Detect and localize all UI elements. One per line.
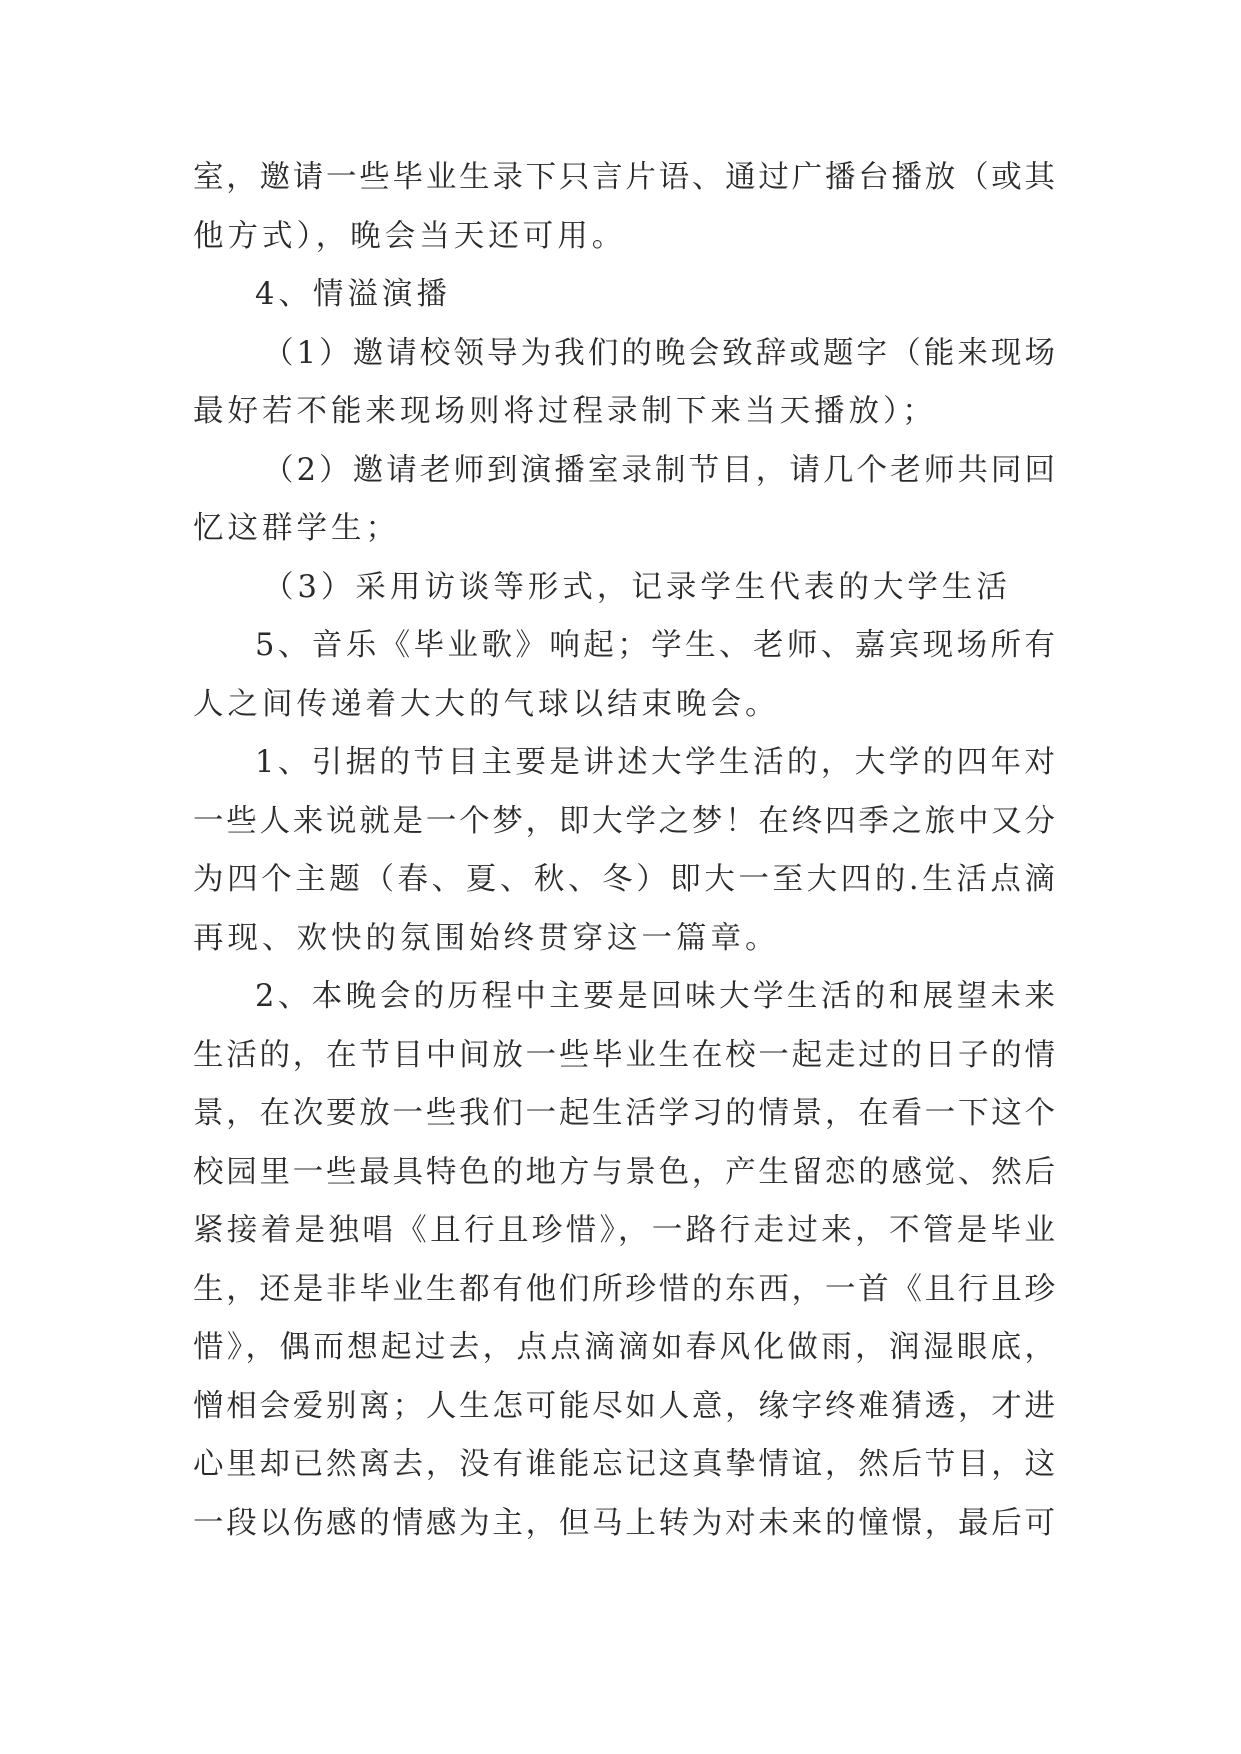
section-heading — [193, 275, 1055, 315]
text-line: 一些人来说就是一个梦，即大学之梦！在终四季之旅中又分 — [193, 803, 1055, 839]
text-line: 憎相会爱别离；人生怎可能尽如人意，缘字终难猜透，才进 — [193, 1388, 1055, 1424]
document-body — [193, 158, 1055, 1562]
text-line: （1）邀请校领导为我们的晚会致辞或题字（能来现场 — [263, 335, 1055, 371]
text-line: 惜》，偶而想起过去，点点滴滴如春风化做雨，润湿眼底， — [193, 1330, 1055, 1365]
text-line: 一段以伤感的情感为主，但马上转为对未来的憧憬，最后可 — [193, 1505, 1055, 1541]
paragraph — [193, 451, 1055, 550]
text-line: 景，在次要放一些我们一起生活学习的情景，在看一下这个 — [193, 1096, 1055, 1131]
text-line: 校园里一些最具特色的地方与景色，产生留恋的感觉、然后 — [193, 1154, 1055, 1190]
text-line: 为四个主题（春、夏、秋、冬）即大一至大四的.生活点滴 — [193, 862, 1055, 897]
paragraph — [193, 334, 1055, 433]
text-line: 紧接着是独唱《且行且珍惜》，一路行走过来，不管是毕业 — [193, 1213, 1055, 1248]
text-line: 人之间传递着大大的气球以结束晚会。 — [193, 686, 780, 722]
text-line: 室，邀请一些毕业生录下只言片语、通过广播台播放（或其 — [193, 160, 1055, 195]
text-line: 1、引据的节目主要是讲述大学生活的，大学的四年对 — [255, 745, 1055, 780]
paragraph — [193, 626, 1055, 725]
text-line: （3）采用访谈等形式，记录学生代表的大学生活 — [263, 569, 1011, 605]
paragraph — [193, 568, 1055, 608]
text-line: 忆这群学生； — [193, 511, 400, 546]
text-line: 5、音乐《毕业歌》响起；学生、老师、嘉宾现场所有 — [255, 628, 1055, 663]
text-line: 最好若不能来现场则将过程录制下来当天播放）； — [193, 394, 937, 429]
text-line: 心里却已然离去，没有谁能忘记这真挚情谊，然后节目，这 — [193, 1447, 1055, 1482]
text-line: 4、情溢演播 — [255, 277, 451, 312]
text-line: 生活的，在节目中间放一些毕业生在校一起走过的日子的情 — [193, 1037, 1055, 1073]
text-line: 2、本晚会的历程中主要是回味大学生活的和展望未来 — [255, 979, 1055, 1014]
text-line: 再现、欢快的氛围始终贯穿这一篇章。 — [193, 920, 780, 956]
text-line: 他方式），晚会当天还可用。 — [193, 218, 627, 254]
paragraph — [193, 158, 1055, 257]
text-line: （2）邀请老师到演播室录制节目，请几个老师共同回 — [263, 452, 1055, 488]
text-line: 生，还是非毕业生都有他们所珍惜的东西，一首《且行且珍 — [193, 1271, 1055, 1307]
paragraph — [193, 977, 1055, 1544]
paragraph — [193, 743, 1055, 959]
